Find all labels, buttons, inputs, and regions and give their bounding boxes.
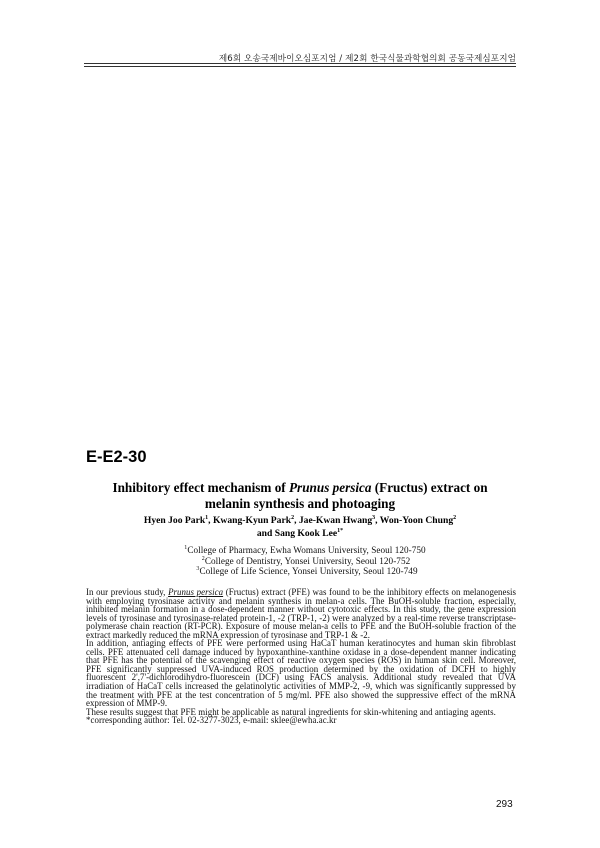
author-name: Sang Kook Lee (274, 528, 338, 539)
running-header: 제6회 오송국제바이오심포지엄 / 제2회 한국식물과학협의회 공동국제심포지엄 (218, 54, 516, 64)
abstract-species: Prunus persica (168, 587, 224, 597)
abstract-text: In our previous study, (86, 587, 169, 597)
affil-mark: 2 (201, 555, 205, 562)
author-name: Jae-Kwan Hwang (298, 515, 373, 526)
abstract-text: (Fructus) extract (PFE) was found to be the inhibitory effects on melanogenesis with employing tyrosinase activity and melanin synthesis in melan-a cells. The BuOH-soluble fraction, especially, inhibited melanin formation in a dose-dependent manner without cytotoxic effects. In this study, the gene expression levels of tyrosinase and tyrosinase-related protein-1, -2 (TRP-1, -2) were analyzed by a real-time reverse transcriptase-polymerase chain reaction (RT-PCR). Exposure of mouse melan-a cells to PFE and the BuOH-soluble fraction of the extract markedly reduced the mRNA expression of tyrosinase and TRP-1 & -2. (86, 587, 516, 640)
author-affil-mark: 2 (453, 514, 457, 521)
abstract-body (86, 588, 516, 725)
page-number: 293 (496, 799, 513, 810)
title-part1: Inhibitory effect mechanism of (112, 480, 289, 495)
abstract-paragraph (86, 588, 516, 639)
paper-title (60, 480, 540, 512)
corresponding-author: *corresponding author: Tel. 02-3277-3023, e-mail: sklee@ewha.ac.kr (86, 715, 337, 726)
title-species: Prunus persica (289, 480, 372, 495)
affil-text: College of Dentistry, Yonsei University, Seoul 120-752 (204, 555, 411, 566)
abstract-paragraph: In addition, antiaging effects of PFE were performed using HaCaT human keratinocytes and human skin fibroblast cells. PFE attenuated cell damage induced by hypoxanthine-xanthine oxidase in a dose-dependent manner indicating that PFE has the potential of the scavenging effect of reactive oxygen species (ROS) in human skin cell. Moreover, PFE significantly suppressed UVA-induced ROS production determined by the oxidation of DCFH to highly fluorescent 2',7'-dichlorodihydro-fluorescein (DCF) using FACS analysis. Additional study revealed that UVA irradiation of HaCaT cells increased the gelatinolytic activities of MMP-2, -9, which was significantly suppressed by the treatment with PFE at the test concentration of 5 mg/ml. PFE also showed the suppressive effect of the mRNA expression of MMP-9. (86, 638, 516, 709)
author-affil-mark: 3 (372, 514, 376, 521)
abstract-code: E-E2-30 (86, 448, 147, 466)
author-name: Hyen Joo Park (143, 515, 206, 526)
title-line2: melanin synthesis and photoaging (204, 496, 396, 511)
affiliation-line (60, 545, 540, 556)
header-rule-top (84, 63, 516, 64)
affil-text: College of Pharmacy, Ewha Womans University, Seoul 120-750 (187, 545, 426, 555)
affil-mark: 3 (196, 566, 200, 573)
author-name: Won-Yoon Chung (379, 515, 454, 526)
author-affil-mark: 2 (291, 514, 295, 521)
author-affil-mark: 1* (337, 527, 344, 534)
title-part2: (Fructus) extract on (371, 480, 488, 495)
affil-mark: 1 (184, 544, 188, 551)
author-affil-mark: 1 (205, 514, 209, 521)
affiliation-line (60, 556, 540, 567)
affiliations (60, 545, 540, 577)
affil-text: College of Life Science, Yonsei University, Seoul 120-749 (199, 566, 418, 577)
author-name: Kwang-Kyun Park (212, 515, 292, 526)
affiliation-line (60, 566, 540, 577)
author-list: Hyen Joo Park$^1$, Kwang-Kyun Park$^2$, Jae-Kwan Hwang$^3$, Won-Yoon Chung$^2$ and Sang Kook Lee$^{1*}$ (143, 514, 457, 539)
author-and: and (256, 528, 273, 539)
abstract-paragraph: These results suggest that PFE might be applicable as natural ingredients for skin-whitening and antiaging agents. (86, 706, 496, 717)
header-rule-bottom (84, 66, 516, 67)
